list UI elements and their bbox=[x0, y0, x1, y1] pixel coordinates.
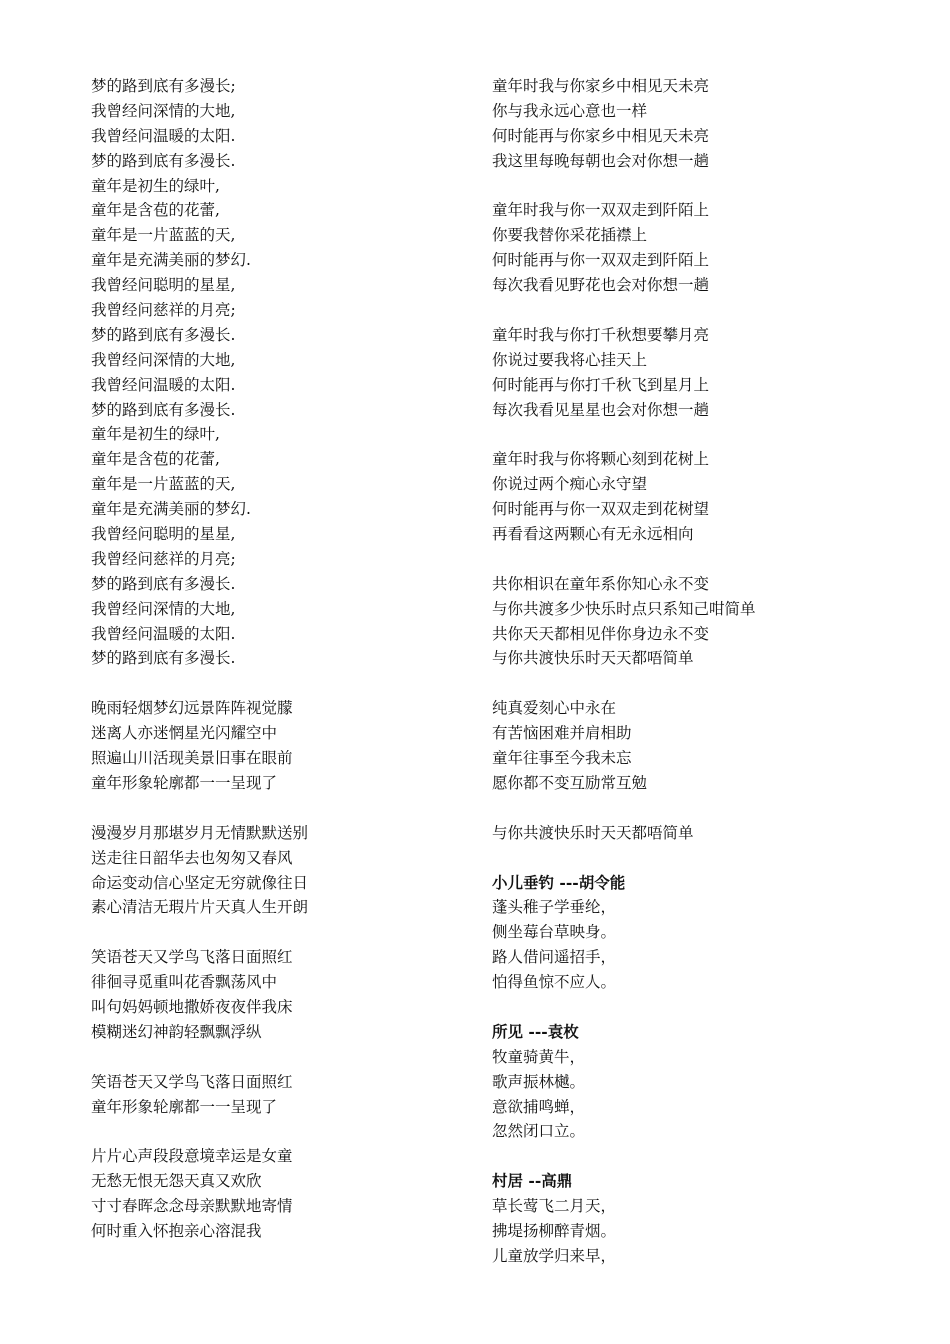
text-line: 我曾经问深情的大地, bbox=[91, 101, 236, 120]
text-line: 笑语苍天又学鸟飞落日面照红 bbox=[91, 1072, 293, 1091]
text-line: 童年是充满美丽的梦幻. bbox=[91, 251, 251, 270]
text-line: 照遍山川活现美景旧事在眼前 bbox=[91, 749, 293, 768]
text-line: 寸寸春晖念念母亲默默地寄情 bbox=[91, 1197, 293, 1216]
stanza-gap bbox=[492, 422, 932, 447]
text-line: 梦的路到底有多漫长. bbox=[91, 574, 236, 593]
text-line: 共你天天都相见伴你身边永不变 bbox=[492, 624, 710, 643]
text-line: 路人借问遥招手， bbox=[492, 948, 617, 967]
text-line: 我曾经问聪明的星星, bbox=[91, 276, 236, 295]
text-line: 片片心声段段意境幸运是女童 bbox=[91, 1147, 293, 1166]
text-line: 纯真爱刻心中永在 bbox=[492, 699, 617, 718]
stanza-gap bbox=[91, 1119, 471, 1144]
text-line: 童年往事至今我未忘 bbox=[492, 749, 632, 768]
text-line: 我曾经问慈祥的月亮; bbox=[91, 301, 236, 320]
stanza-gap bbox=[91, 671, 471, 696]
text-line: 模糊迷幻神韵轻飘飘浮纵 bbox=[91, 1022, 262, 1041]
text-line: 我曾经问聪明的星星, bbox=[91, 525, 236, 544]
text-line: 童年时我与你家乡中相见天未亮 bbox=[492, 77, 710, 95]
right-text-column bbox=[492, 74, 932, 1269]
text-line: 梦的路到底有多漫长. bbox=[91, 400, 236, 419]
text-line: 迷离人亦迷惘星光闪耀空中 bbox=[91, 724, 278, 743]
text-line: 儿童放学归来早， bbox=[492, 1246, 617, 1265]
text-line: 侧坐莓台草映身。 bbox=[492, 923, 617, 942]
text-line: 你说过两个痴心永守望 bbox=[492, 475, 648, 494]
text-line: 童年是一片蓝蓝的天, bbox=[91, 226, 236, 245]
text-line: 晚雨轻烟梦幻远景阵阵视觉朦 bbox=[91, 699, 293, 718]
text-line: 我曾经问深情的大地, bbox=[91, 350, 236, 369]
text-line: 叫句妈妈顿地撒娇夜夜伴我床 bbox=[91, 997, 293, 1016]
text-line: 漫漫岁月那堪岁月无情默默送别 bbox=[91, 823, 309, 842]
text-line: 愿你都不变互励常互勉 bbox=[492, 773, 648, 792]
text-line: 童年时我与你打千秋想要攀月亮 bbox=[492, 325, 710, 344]
text-line: 与你共渡快乐时天天都唔简单 bbox=[492, 823, 694, 842]
text-line: 梦的路到底有多漫长; bbox=[91, 77, 236, 95]
text-line: 共你相识在童年系你知心永不变 bbox=[492, 574, 710, 593]
text-line: 命运变动信心坚定无穷就像往日 bbox=[91, 873, 309, 892]
text-line: 与你共渡快乐时天天都唔简单 bbox=[492, 649, 694, 668]
text-line: 我曾经问温暖的太阳. bbox=[91, 624, 236, 643]
text-line: 童年时我与你将颗心刻到花树上 bbox=[492, 450, 710, 469]
text-line: 梦的路到底有多漫长. bbox=[91, 649, 236, 668]
text-line: 何时能再与你一双双走到阡陌上 bbox=[492, 251, 710, 270]
stanza-gap bbox=[492, 1144, 932, 1169]
stanza-gap bbox=[91, 796, 471, 821]
stanza-gap bbox=[492, 298, 932, 323]
stanza-gap bbox=[91, 920, 471, 945]
text-line: 忽然闭口立。 bbox=[492, 1122, 586, 1141]
text-line: 何时能再与你打千秋飞到星月上 bbox=[492, 375, 710, 394]
stanza-gap bbox=[492, 671, 932, 696]
text-line: 何时重入怀抱亲心溶混我 bbox=[91, 1221, 262, 1240]
text-line: 我这里每晚每朝也会对你想一趟 bbox=[492, 151, 710, 170]
text-line: 童年是含苞的花蕾, bbox=[91, 450, 220, 469]
left-text-column bbox=[91, 74, 471, 1244]
text-line: 你说过要我将心挂天上 bbox=[492, 350, 648, 369]
text-line: 再看看这两颗心有无永远相向 bbox=[492, 525, 694, 544]
text-line: 何时能再与你家乡中相见天未亮 bbox=[492, 126, 710, 145]
text-line: 拂堤扬柳醉青烟。 bbox=[492, 1221, 617, 1240]
text-line: 你要我替你采花插襟上 bbox=[492, 226, 648, 245]
text-line: 有苦恼困难并肩相助 bbox=[492, 724, 632, 743]
text-line: 童年是初生的绿叶, bbox=[91, 176, 220, 195]
text-line: 你与我永远心意也一样 bbox=[492, 101, 648, 120]
text-line: 童年是充满美丽的梦幻. bbox=[91, 500, 251, 519]
stanza-gap bbox=[492, 796, 932, 821]
text-line: 童年形象轮廓都一一呈现了 bbox=[91, 1097, 278, 1116]
poem-title: 小儿垂钓 ---胡令能 bbox=[492, 872, 626, 892]
text-line: 牧童骑黄牛， bbox=[492, 1047, 586, 1066]
text-line: 与你共渡多少快乐时点只系知己咁简单 bbox=[492, 599, 756, 618]
poem-title: 所见 ---袁枚 bbox=[492, 1021, 579, 1041]
stanza-gap bbox=[492, 174, 932, 199]
text-line: 蓬头稚子学垂纶， bbox=[492, 898, 617, 917]
text-line: 无愁无恨无怨天真又欢欣 bbox=[91, 1172, 262, 1191]
text-line: 我曾经问慈祥的月亮; bbox=[91, 549, 236, 568]
text-line: 童年形象轮廓都一一呈现了 bbox=[91, 773, 278, 792]
stanza-gap bbox=[492, 846, 932, 871]
text-line: 徘徊寻觅重叫花香飘荡风中 bbox=[91, 973, 278, 992]
text-line: 童年是含苞的花蕾, bbox=[91, 201, 220, 220]
text-line: 草长莺飞二月天， bbox=[492, 1197, 617, 1216]
text-line: 梦的路到底有多漫长. bbox=[91, 325, 236, 344]
text-line: 笑语苍天又学鸟飞落日面照红 bbox=[91, 948, 293, 967]
text-line: 梦的路到底有多漫长. bbox=[91, 151, 236, 170]
text-line: 每次我看见星星也会对你想一趟 bbox=[492, 400, 710, 419]
text-line: 我曾经问深情的大地, bbox=[91, 599, 236, 618]
stanza-gap bbox=[492, 995, 932, 1020]
text-line: 何时能再与你一双双走到花树望 bbox=[492, 500, 710, 519]
text-line: 意欲捕鸣蝉， bbox=[492, 1097, 586, 1116]
text-line: 童年是一片蓝蓝的天, bbox=[91, 475, 236, 494]
text-line: 怕得鱼惊不应人。 bbox=[492, 973, 617, 992]
text-line: 每次我看见野花也会对你想一趟 bbox=[492, 276, 710, 295]
text-line: 素心清洁无瑕片片天真人生开朗 bbox=[91, 898, 309, 917]
text-line: 童年是初生的绿叶, bbox=[91, 425, 220, 444]
text-line: 童年时我与你一双双走到阡陌上 bbox=[492, 201, 710, 220]
stanza-gap bbox=[492, 547, 932, 572]
text-line: 我曾经问温暖的太阳. bbox=[91, 126, 236, 145]
text-line: 我曾经问温暖的太阳. bbox=[91, 375, 236, 394]
poem-title: 村居 --高鼎 bbox=[492, 1171, 573, 1191]
text-line: 送走往日韶华去也匆匆又春风 bbox=[91, 848, 293, 867]
text-line: 歌声振林樾。 bbox=[492, 1072, 586, 1091]
stanza-gap bbox=[91, 1045, 471, 1070]
